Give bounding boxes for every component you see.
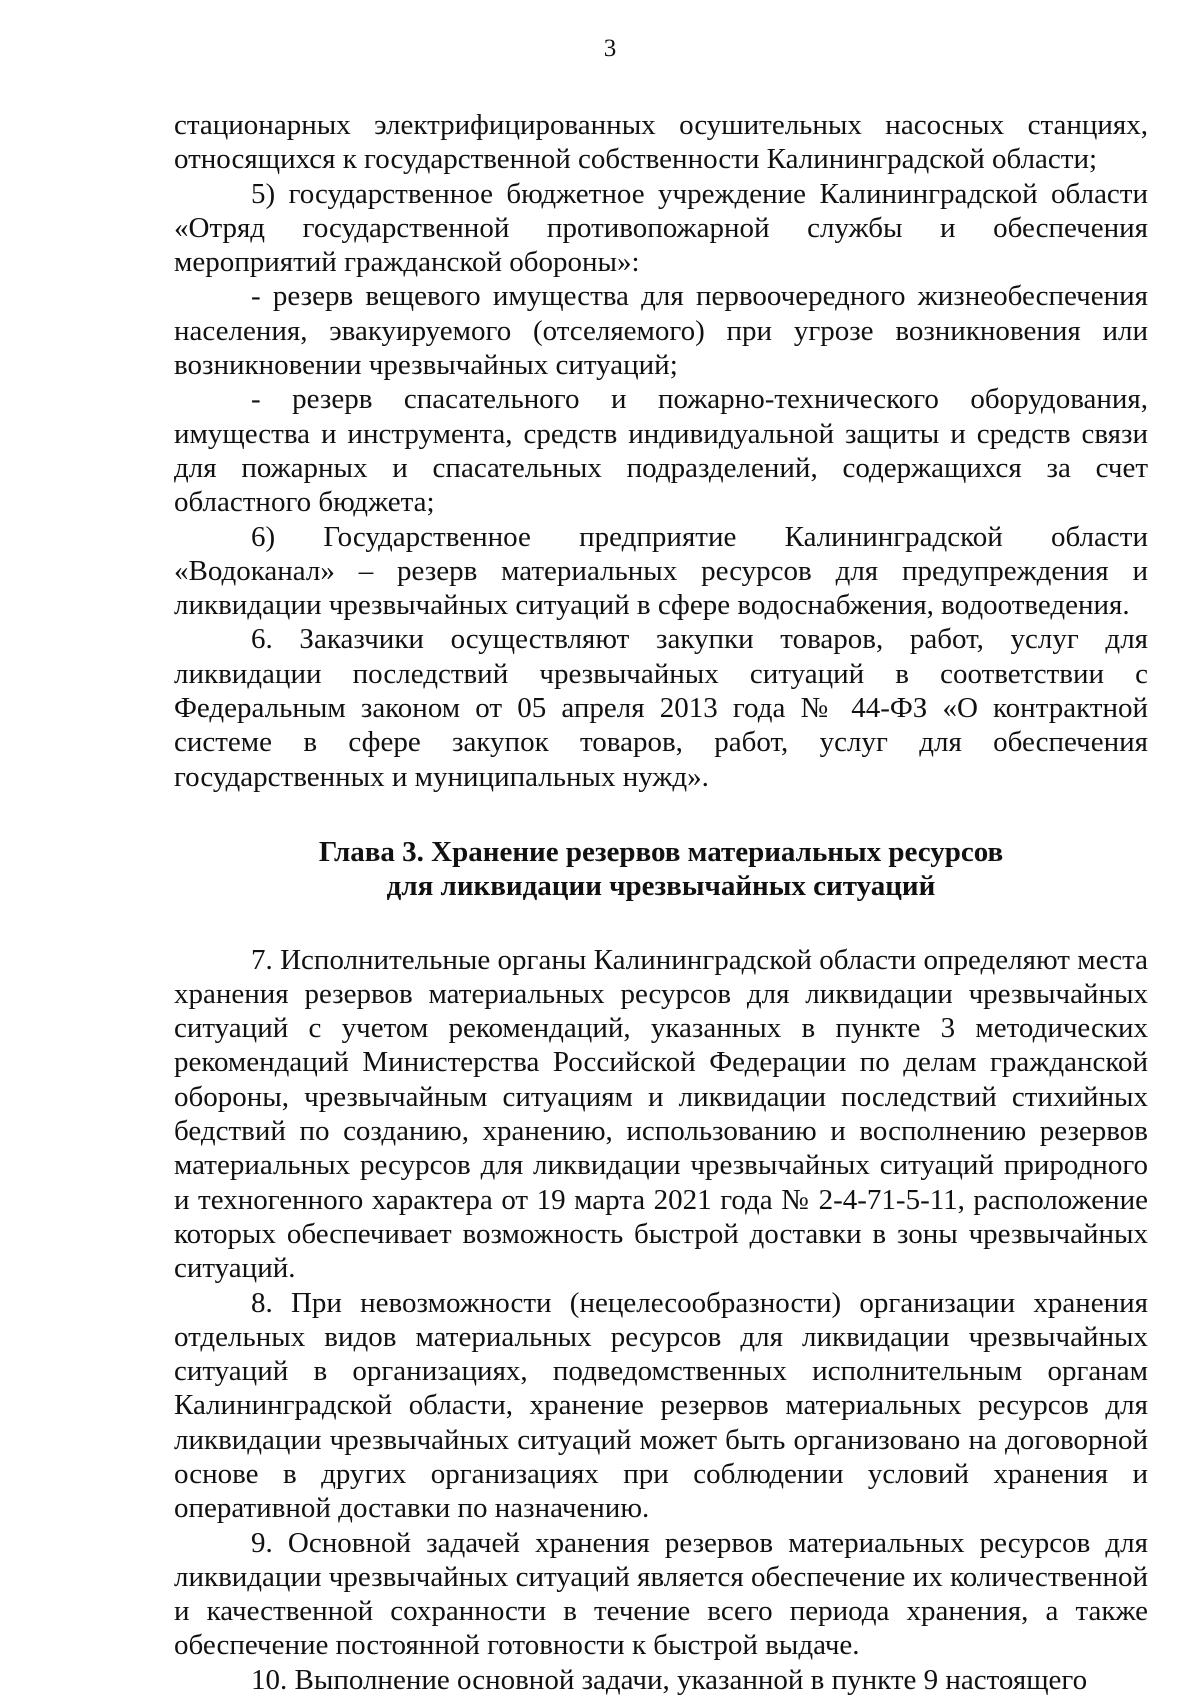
paragraph-section-7-storage-locations: 7. Исполнительные органы Калининградской области определяют места хранения резервов материальных ресурсов для ликвидации чрезвычайных ситуаций с учетом рекомендаций, указанных в пункте 3 методических рекомендаций Министерства Российской Федерации по делам гражданской обороны, чрезвычайным ситуациям и ликвидации последствий стихийных бедствий по созданию, хранению, использованию и восполнению резервов материальных ресурсов для ликвидации чрезвычайных ситуаций природного и техногенного характера от 19 марта 2021 года № 2-4-71-5-11, расположение которых обеспечивает возможность быстрой доставки в зоны чрезвычайных ситуаций. [174,943,1148,1285]
paragraph-section-9-main-task: 9. Основной задачей хранения резервов материальных ресурсов для ликвидации чрезвычайных ситуаций является обеспечение их количественной и качественной сохранности в течение всего периода хранения, а также обеспечение постоянной готовности к быстрой выдаче. [174,1526,1148,1662]
paragraph-section-10-start: 10. Выполнение основной задачи, указанной в пункте 9 настоящего [251,1663,1088,1696]
chapter-3-heading [174,835,1148,904]
paragraph-continuation-pumping-stations: стационарных электрифицированных осушительных насосных станциях, относящихся к государственной собственности Калининградской области; [174,109,1148,176]
document-body [174,108,1148,1697]
paragraph-section-6-procurement: 6. Заказчики осуществляют закупки товаров, работ, услуг для ликвидации последствий чрезвычайных ситуаций в соответствии с Федеральным законом от 05 апреля 2013 года № 44-ФЗ «О контрактной системе в сфере закупок товаров, работ, услуг для обеспечения государственных и муниципальных нужд». [174,623,1148,793]
paragraphs-before-chapter [174,108,1148,794]
paragraph-item-6-vodokanal: 6) Государственное предприятие Калининградской области «Водоканал» – резерв материальных ресурсов для предупреждения и ликвидации чрезвычайных ситуаций в сфере водоснабжения, водоотведения. [174,520,1148,622]
paragraph-reserve-rescue-equipment: - резерв спасательного и пожарно-технического оборудования, имущества и инструмента, средств индивидуальной защиты и средств связи для пожарных и спасательных подразделений, содержащихся за счет областного бюджета; [174,383,1148,519]
paragraph-item-5-fire-service: 5) государственное бюджетное учреждение Калининградской области «Отряд государственной противопожарной службы и обеспечения мероприятий гражданской обороны»: [174,177,1148,279]
paragraphs-after-chapter [174,943,1148,1697]
chapter-heading-line-1: Глава 3. Хранение резервов материальных ресурсов [318,835,1004,868]
paragraph-section-8-contract-storage: 8. При невозможности (нецелесообразности) организации хранения отдельных видов материальных ресурсов для ликвидации чрезвычайных ситуаций в организациях, подведомственных исполнительным органам Калининградской области, хранение резервов материальных ресурсов для ликвидации чрезвычайных ситуаций может быть организовано на договорной основе в других организациях при соблюдении условий хранения и оперативной доставки по назначению. [174,1286,1148,1525]
page-number: 3 [603,35,617,62]
chapter-heading-line-2: для ликвидации чрезвычайных ситуаций [386,870,936,903]
paragraph-reserve-clothing: - резерв вещевого имущества для первоочередного жизнеобеспечения населения, эвакуируемого (отселяемого) при угрозе возникновения или возникновении чрезвычайных ситуаций; [174,280,1148,382]
